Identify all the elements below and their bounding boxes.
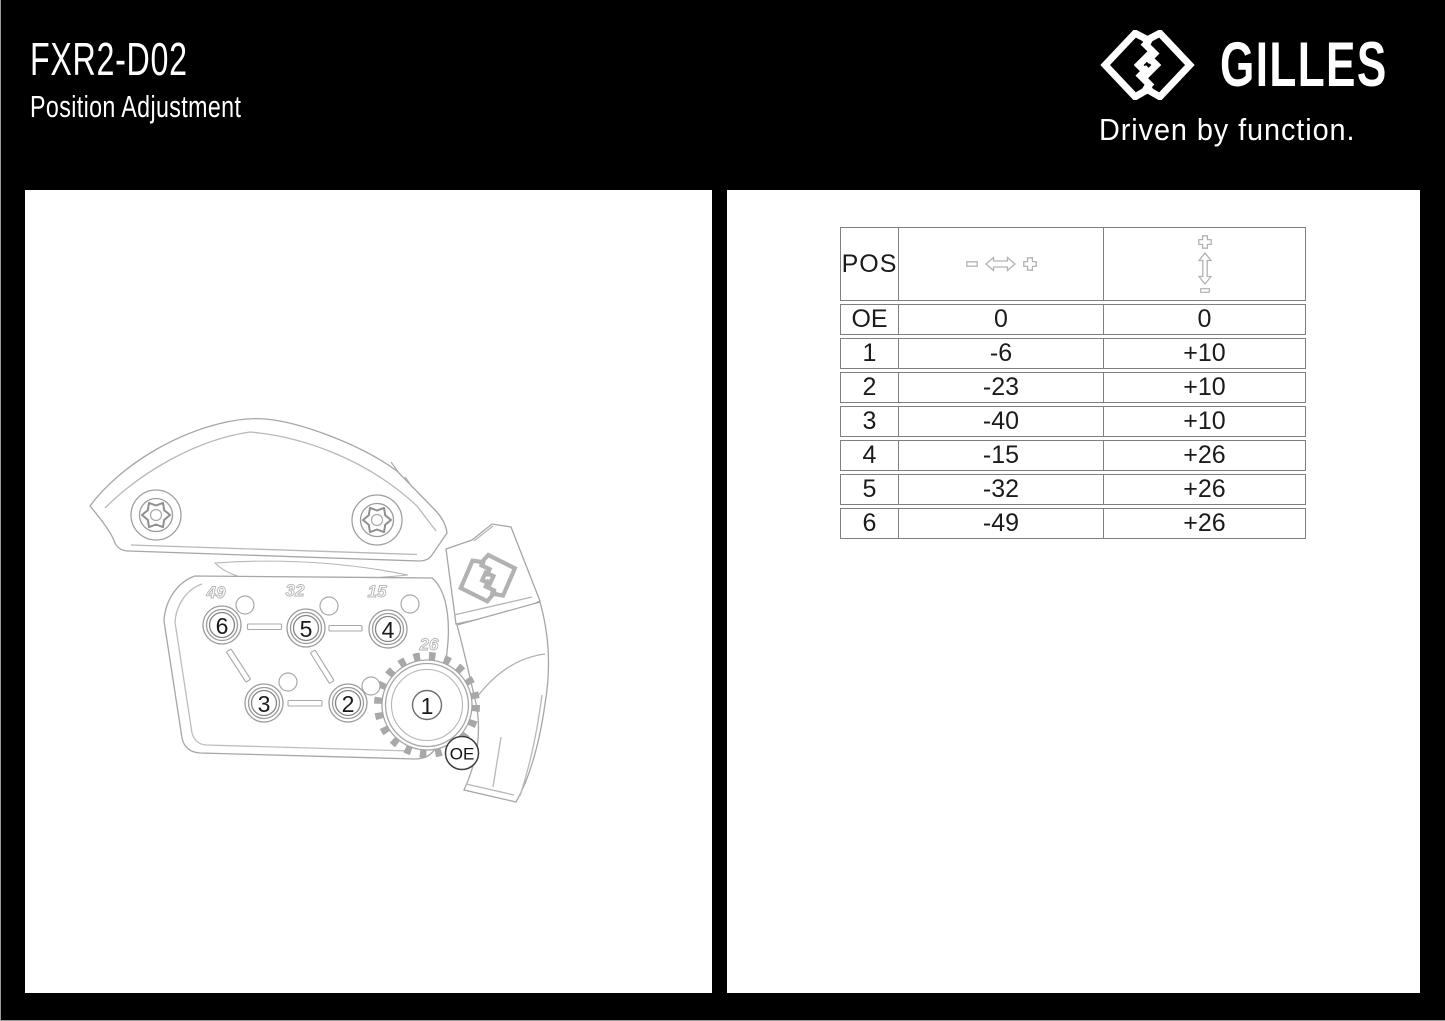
position-hole-3	[245, 684, 283, 722]
vertical-value-cell: 0	[1104, 304, 1306, 335]
horizontal-value-cell: -15	[899, 440, 1104, 471]
hole-label-5: 5	[299, 616, 313, 642]
table-row	[840, 508, 1306, 539]
horizontal-value-cell: -6	[899, 338, 1104, 369]
table-header-row	[840, 227, 1306, 301]
table-panel	[727, 190, 1420, 993]
plus-icon	[1023, 257, 1037, 271]
position-hole-4	[369, 610, 407, 648]
vertical-value-cell: +26	[1104, 474, 1306, 505]
table-row	[840, 372, 1306, 403]
technical-drawing	[25, 190, 712, 993]
pos-header-cell: POS	[840, 227, 899, 301]
page-subtitle: Position Adjustment	[30, 89, 242, 124]
table-row	[840, 474, 1306, 505]
torx-screw-icon-left	[131, 490, 181, 540]
position-hole-2	[329, 684, 367, 722]
horizontal-value-cell: -49	[899, 508, 1104, 539]
arrow-left-right-icon	[985, 256, 1016, 272]
arrow-up-down-icon	[1198, 252, 1212, 285]
pos-cell: 2	[840, 372, 899, 403]
plus-icon	[1198, 235, 1212, 249]
oe-marker	[446, 737, 479, 770]
engraving-32: 32	[285, 581, 305, 600]
torx-screw-icon-right	[352, 495, 402, 545]
horizontal-adjust-header-cell	[899, 227, 1104, 301]
horizontal-value-cell: -23	[899, 372, 1104, 403]
engraving-49: 49	[206, 583, 226, 602]
engraving-26: 26	[419, 635, 439, 654]
vertical-adjust-icon	[1104, 235, 1305, 293]
horizontal-value-cell: -40	[899, 406, 1104, 437]
hole-label-6: 6	[215, 613, 229, 639]
hole-label-2: 2	[341, 691, 355, 717]
vertical-adjust-header-cell	[1104, 227, 1306, 301]
brand-tagline: Driven by function.	[1099, 112, 1356, 147]
table-row	[840, 406, 1306, 437]
hole-label-3: 3	[257, 691, 271, 717]
vertical-value-cell: +10	[1104, 372, 1306, 403]
vertical-value-cell: +10	[1104, 406, 1306, 437]
engraving-15: 15	[367, 582, 387, 601]
page-title: FXR2-D02	[30, 33, 188, 85]
document-header	[30, 33, 312, 124]
pos-cell: OE	[840, 304, 899, 335]
diagram-panel	[25, 190, 712, 993]
oe-marker-label: OE	[449, 744, 475, 764]
brand-name: GILLES	[1220, 29, 1388, 100]
table-row	[840, 304, 1306, 335]
vertical-value-cell: +26	[1104, 508, 1306, 539]
horizontal-adjust-icon	[899, 256, 1103, 272]
pos-cell: 6	[840, 508, 899, 539]
table-row	[840, 440, 1306, 471]
pos-cell: 3	[840, 406, 899, 437]
pos-cell: 5	[840, 474, 899, 505]
minus-icon	[966, 261, 978, 267]
hole-label-4: 4	[381, 617, 395, 643]
vertical-value-cell: +26	[1104, 440, 1306, 471]
table-row	[840, 338, 1306, 369]
position-hole-5	[287, 609, 325, 647]
brand-block	[1099, 30, 1445, 148]
pos-cell: 4	[840, 440, 899, 471]
horizontal-value-cell: -32	[899, 474, 1104, 505]
dial-label: 1	[420, 693, 434, 719]
adjustment-table	[840, 224, 1306, 542]
vertical-value-cell: +10	[1104, 338, 1306, 369]
position-hole-6	[203, 606, 241, 644]
gilles-logo-icon	[1099, 30, 1196, 100]
pos-cell: 1	[840, 338, 899, 369]
horizontal-value-cell: 0	[899, 304, 1104, 335]
minus-icon	[1200, 288, 1210, 293]
